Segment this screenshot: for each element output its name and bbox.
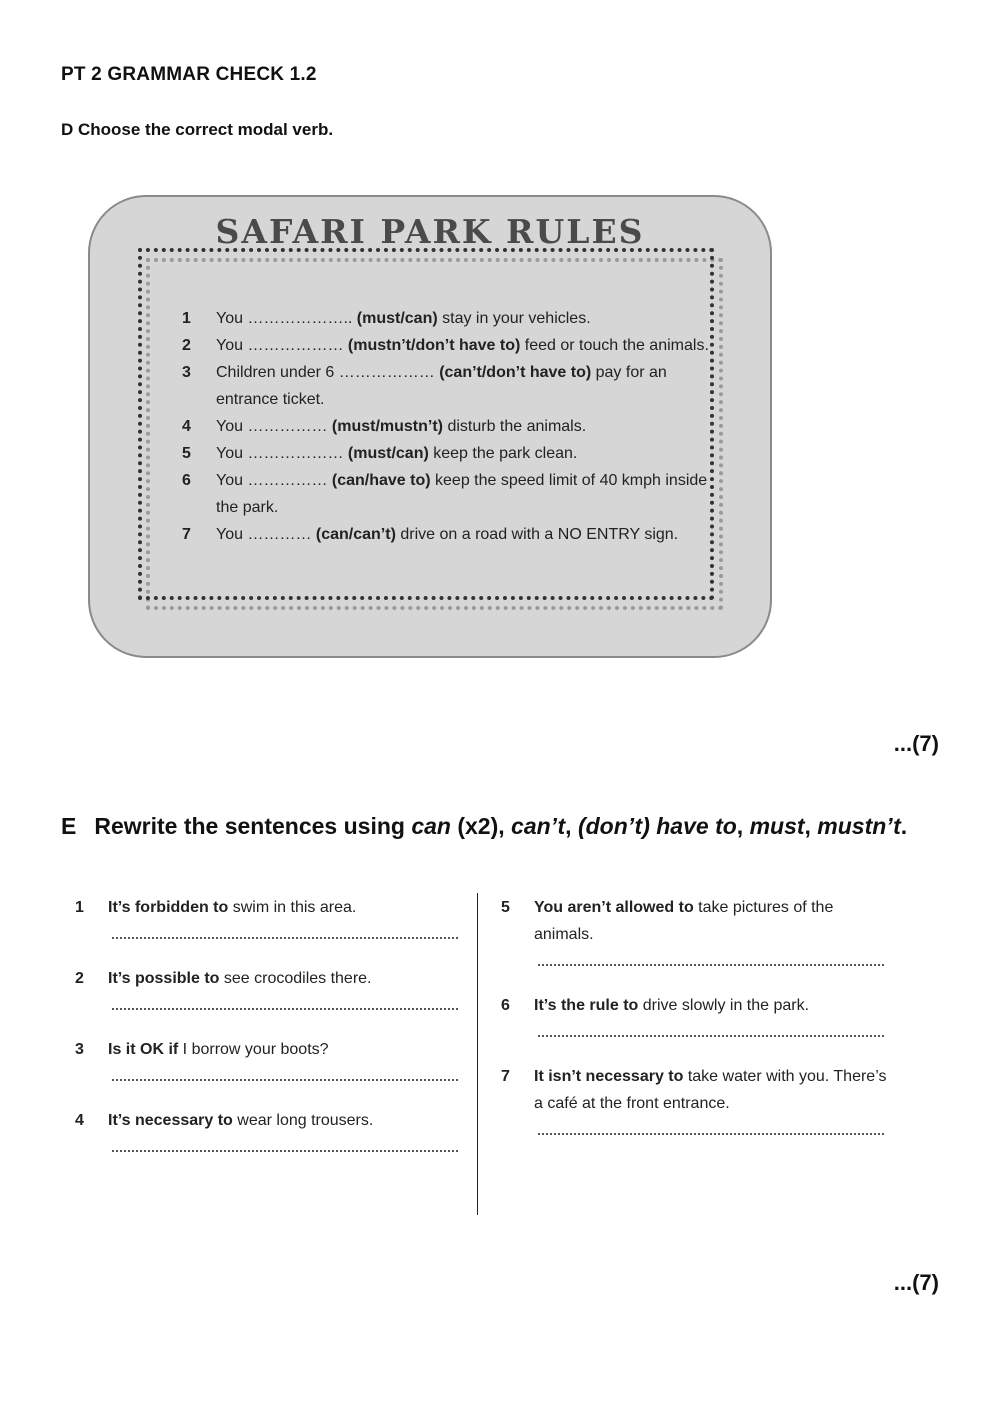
section-d-instruction: D Choose the correct modal verb. <box>61 120 334 139</box>
exercise-item: 5 You aren’t allowed to take pictures of the animals. <box>501 894 891 966</box>
answer-line[interactable] <box>112 1150 458 1152</box>
rule-item: 2 You ……………… (mustn’t/don’t have to) feed or touch the animals. <box>182 337 709 354</box>
rule-item: 3 Children under 6 ……………… (can’t/don’t have to) pay for an entrance ticket. <box>182 364 667 408</box>
rule-item: 4 You …………… (must/mustn’t) disturb the animals. <box>182 418 587 435</box>
answer-line[interactable] <box>112 1008 458 1010</box>
rule-item: 6 You …………… (can/have to) keep the speed limit of 40 kmph inside the park. <box>182 472 708 516</box>
exercise-item: 1 It’s forbidden to swim in this area. <box>75 894 465 939</box>
exercise-item: 6 It’s the rule to drive slowly in the park. <box>501 992 891 1037</box>
exercise-item: 7 It isn’t necessary to take water with you. There’s a café at the front entrance. <box>501 1063 891 1135</box>
rule-item: 7 You ………… (can/can’t) drive on a road with a NO ENTRY sign. <box>182 526 679 543</box>
section-e-score: ...(7) <box>893 1270 939 1295</box>
section-e-instruction: E Rewrite the sentences using can (x2), can’t, (don’t) have to, must, mustn’t. <box>61 813 908 839</box>
document-title: PT 2 GRAMMAR CHECK 1.2 <box>61 64 317 85</box>
exercise-left-column <box>75 894 465 1178</box>
exercise-item: 4 It’s necessary to wear long trousers. <box>75 1107 465 1152</box>
answer-line[interactable] <box>538 1133 884 1135</box>
answer-line[interactable] <box>538 964 884 966</box>
exercise-right-column <box>501 894 891 1161</box>
column-divider <box>477 893 478 1215</box>
answer-line[interactable] <box>112 937 458 939</box>
safari-rules-title: SAFARI PARK RULES <box>215 212 645 251</box>
exercise-item: 3 Is it OK if I borrow your boots? <box>75 1036 465 1081</box>
rule-item: 5 You ……………… (must/can) keep the park clean. <box>182 445 578 462</box>
exercise-item: 2 It’s possible to see crocodiles there. <box>75 965 465 1010</box>
answer-line[interactable] <box>538 1035 884 1037</box>
rule-item: 1 You ……………….. (must/can) stay in your vehicles. <box>182 310 591 327</box>
answer-line[interactable] <box>112 1079 458 1081</box>
rules-list <box>182 305 712 548</box>
section-d-score: ...(7) <box>893 731 939 756</box>
